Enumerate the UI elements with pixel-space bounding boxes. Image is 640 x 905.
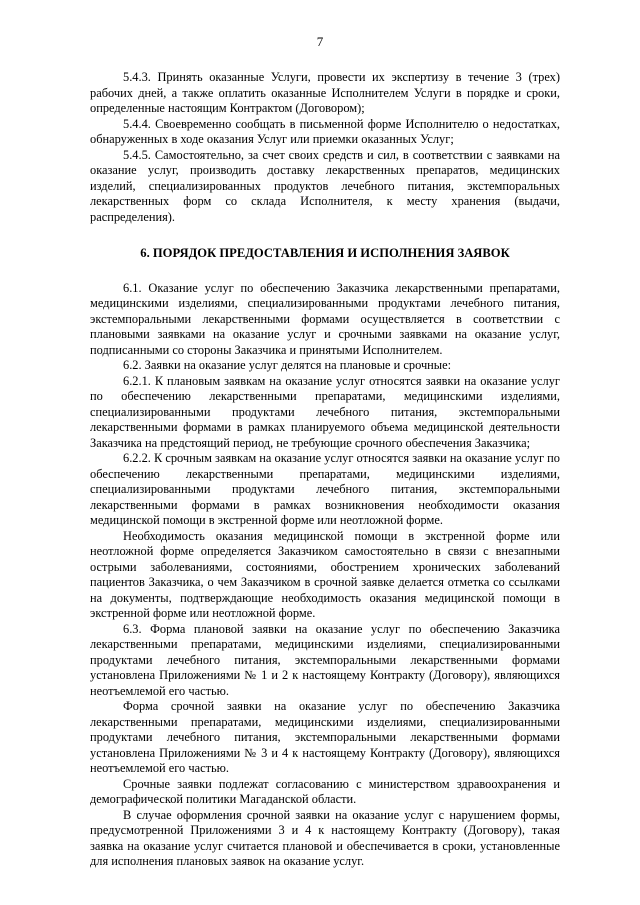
document-body <box>90 70 560 870</box>
paragraph-6-3: 6.3. Форма плановой заявки на оказание услуг по обеспечению Заказчика лекарственными препаратами, медицинскими изделиями, специализированными продуктами лечебного питания, экстемпоральными лекарственными формами установлена Приложениями № 1 и 2 к настоящему Контракту (Договору), являющихся неотъемлемой его частью. <box>90 621 560 698</box>
paragraph-6-2-1: 6.2.1. К плановым заявкам на оказание услуг относятся заявки на оказание услуг по обеспечению лекарственными препаратами, медицинскими изделиями, специализированными продуктами лечебного питания, экстемпоральными лекарственными формами в рамках планируемого объема медицинской деятельности Заказчика на предстоящий период, не требующие срочного обеспечения Заказчика; <box>90 373 560 450</box>
paragraph-5-4-5: 5.4.5. Самостоятельно, за счет своих средств и сил, в соответствии с заявками на оказание услуг, производить доставку лекарственных препаратов, медицинских изделий, специализированных продуктов лечебного питания, экстемпоральных лекарственных форм со склада Исполнителя, к месту хранения (выдачи, распределения). <box>90 147 560 224</box>
paragraph-form-violation: В случае оформления срочной заявки на оказание услуг с нарушением формы, предусмотренной Приложениями 3 и 4 к настоящему Контракту (Договору), такая заявка на оказание услуг считается плановой и обеспечивается в сроки, установленные для исполнения плановых заявок на оказание услуг. <box>90 807 560 868</box>
paragraph-6-2-2: 6.2.2. К срочным заявкам на оказание услуг относятся заявки на оказание услуг по обеспечению лекарственными препаратами, медицинскими изделиями, специализированными продуктами лечебного питания, экстемпоральными лекарственными формами в рамках возникновения необходимости оказания медицинской помощи в экстренной форме или неотложной форме. <box>90 451 560 527</box>
page-number: 7 <box>316 34 324 49</box>
section-heading: 6. ПОРЯДОК ПРЕДОСТАВЛЕНИЯ И ИСПОЛНЕНИЯ ЗАЯВОК <box>140 246 510 260</box>
paragraph-urgent-approval: Срочные заявки подлежат согласованию с министерством здравоохранения и демографической политики Магаданской области. <box>90 776 560 806</box>
paragraph-6-1: 6.1. Оказание услуг по обеспечению Заказчика лекарственными препаратами, медицинскими изделиями, специализированными продуктами лечебного питания, экстемпоральными лекарственными формами осуществляется в соответствии с плановыми заявками на оказание услуг и срочными заявками на оказание услуг, подписанными со стороны Заказчика и принятыми Исполнителем. <box>90 280 560 357</box>
paragraph-6-2: 6.2. Заявки на оказание услуг делятся на плановые и срочные: <box>123 358 452 372</box>
paragraph-5-4-3: 5.4.3. Принять оказанные Услуги, провести их экспертизу в течение 3 (трех) рабочих дней, а также оплатить оказанные Исполнителем Услуги в порядке и сроки, определенные настоящим Контрактом (Договором); <box>90 70 560 115</box>
paragraph-urgent-form: Форма срочной заявки на оказание услуг по обеспечению Заказчика лекарственными препаратами, медицинскими изделиями, специализированными продуктами лечебного питания, экстемпоральными лекарственными формами установлена Приложениями № 3 и 4 к настоящему Контракту (Договору), являющихся неотъемлемой его частью. <box>90 699 560 775</box>
paragraph-urgency-definition: Необходимость оказания медицинской помощи в экстренной форме или неотложной форме определяется Заказчиком самостоятельно в связи с внезапными острыми заболеваниями, состояниями, обострением хронических заболеваний пациентов Заказчика, о чем Заказчиком в срочной заявке делается отметка со ссылками на документы, подтверждающие необходимость оказания медицинской помощи в экстренной форме или неотложной форме. <box>90 528 560 620</box>
paragraph-5-4-4: 5.4.4. Своевременно сообщать в письменной форме Исполнителю о недостатках, обнаруженных в ходе оказания Услуг или приемки оказанных Услуг; <box>90 116 560 146</box>
